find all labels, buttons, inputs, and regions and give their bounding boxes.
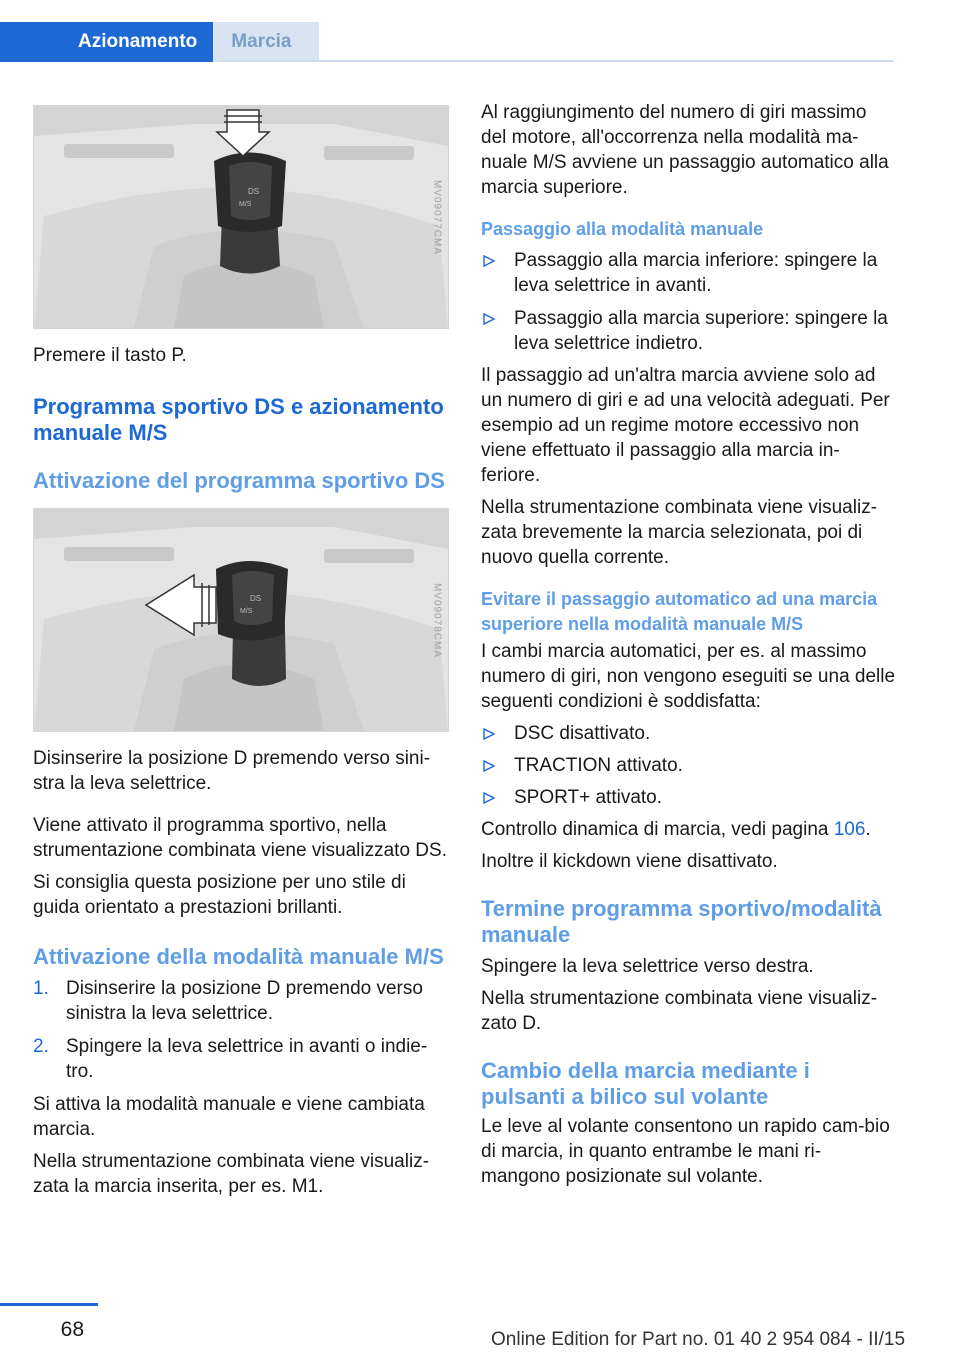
header-tabs: [0, 22, 319, 62]
paragraph: I cambi marcia automatici, per es. al massimo numero di giri, non vengono eseguiti se una delle seguenti condizioni è soddisfatta:: [481, 641, 896, 712]
text: .: [865, 819, 871, 840]
footer-rule: [0, 1303, 98, 1306]
bullet-triangle-icon: [482, 254, 496, 268]
bullet-triangle-icon: [482, 312, 496, 326]
paragraph: Nella strumentazione combinata viene visualiz-zata la marcia inserita, per es. M1.: [33, 1151, 430, 1197]
subsection-heading: Attivazione della modalità manuale M/S: [33, 944, 444, 969]
svg-text:M/S: M/S: [240, 608, 253, 615]
paragraph: Il passaggio ad un'altra marcia avviene solo ad un numero di giri e ad una velocità adeguati. Per esempio ad un regime motore eccessivo non viene effettuato il passaggio alla marcia in-feriore.: [481, 365, 890, 486]
edition-footer: Online Edition for Part no. 01 40 2 954 084 - II/15: [491, 1329, 906, 1350]
tab-marcia[interactable]: Marcia: [213, 22, 319, 62]
list-item: [481, 306, 897, 356]
paragraph: Al raggiungimento del numero di giri massimo del motore, all'occorrenza nella modalità ma-nuale M/S avviene un passaggio automatico alla marcia superiore.: [481, 102, 889, 198]
list-item: [481, 785, 897, 810]
conditions-list: [481, 721, 897, 810]
page-number: 68: [60, 1318, 84, 1341]
list-item-text: DSC disattivato.: [514, 723, 651, 744]
text: Controllo dinamica di marcia, vedi pagina: [481, 819, 834, 840]
paragraph: Viene attivato il programma sportivo, nella strumentazione combinata viene visualizzato DS.: [33, 815, 447, 861]
paragraph: Nella strumentazione combinata viene visualiz-zata brevemente la marcia selezionata, poi di nuovo quella corrente.: [481, 497, 878, 568]
bullet-triangle-icon: [482, 791, 496, 805]
list-item: [481, 753, 897, 778]
right-column: [481, 100, 897, 1189]
paragraph: Si attiva la modalità manuale e viene cambiata marcia.: [33, 1094, 425, 1140]
step-text: Disinserire la posizione D premendo verso sinistra la leva selettrice.: [66, 978, 423, 1024]
paragraph: Disinserire la posizione D premendo verso sini-stra la leva selettrice.: [33, 748, 431, 794]
paragraph: Si consiglia questa posizione per uno stile di guida orientato a prestazioni brillanti.: [33, 872, 406, 918]
step-number: 1.: [33, 978, 49, 999]
list-item: [481, 248, 897, 298]
page-link[interactable]: 106: [833, 819, 866, 840]
section-heading: Programma sportivo DS e azionamento manuale M/S: [33, 394, 444, 445]
step-number: 2.: [33, 1036, 49, 1057]
list-item: [33, 1034, 449, 1084]
subsection-heading: Passaggio alla modalità manuale: [481, 219, 764, 239]
gear-selector-left-illustration: [34, 509, 448, 731]
left-column: [33, 100, 449, 1199]
subsection-heading: Cambio della marcia mediante i pulsanti a bilico sul volante: [481, 1058, 810, 1109]
gear-selector-illustration: [34, 106, 448, 328]
bullet-triangle-icon: [482, 759, 496, 773]
shift-list: [481, 248, 897, 356]
paragraph: Le leve al volante consentono un rapido cam-bio di marcia, in quanto entrambe le mani ri-mangono posizionate sul volante.: [481, 1116, 890, 1187]
bullet-triangle-icon: [482, 727, 496, 741]
tab-azionamento[interactable]: Azionamento: [0, 22, 213, 62]
subsection-heading: Termine programma sportivo/modalità manuale: [481, 896, 882, 947]
step-text: Spingere la leva selettrice in avanti o indie-tro.: [66, 1036, 428, 1082]
paragraph: Premere il tasto P.: [33, 345, 187, 366]
list-item-text: TRACTION attivato.: [514, 755, 683, 776]
list-item: [481, 721, 897, 746]
header-rule: [222, 60, 894, 62]
figure-code: MV09077CMA: [431, 180, 443, 256]
paragraph-with-link: [481, 817, 897, 842]
subsection-heading: Attivazione del programma sportivo DS: [33, 468, 445, 493]
svg-text:DS: DS: [250, 594, 262, 603]
paragraph: Spingere la leva selettrice verso destra.: [481, 956, 814, 977]
list-item-text: Passaggio alla marcia superiore: spingere la leva selettrice indietro.: [514, 308, 888, 354]
svg-text:M/S: M/S: [239, 201, 252, 208]
gear-selector-figure-press-p: [33, 105, 449, 329]
figure-code: MV09078CMA: [431, 583, 443, 659]
numbered-steps: [33, 976, 449, 1084]
list-item-text: Passaggio alla marcia inferiore: spingere la leva selettrice in avanti.: [514, 250, 878, 296]
svg-text:DS: DS: [248, 187, 260, 196]
list-item: [33, 976, 449, 1026]
subsection-heading: Evitare il passaggio automatico ad una marcia superiore nella modalità manuale M/S: [481, 589, 878, 634]
gear-selector-figure-ds: [33, 508, 449, 732]
paragraph: Nella strumentazione combinata viene visualiz-zato D.: [481, 988, 878, 1034]
paragraph: Inoltre il kickdown viene disattivato.: [481, 851, 778, 872]
list-item-text: SPORT+ attivato.: [514, 787, 663, 808]
